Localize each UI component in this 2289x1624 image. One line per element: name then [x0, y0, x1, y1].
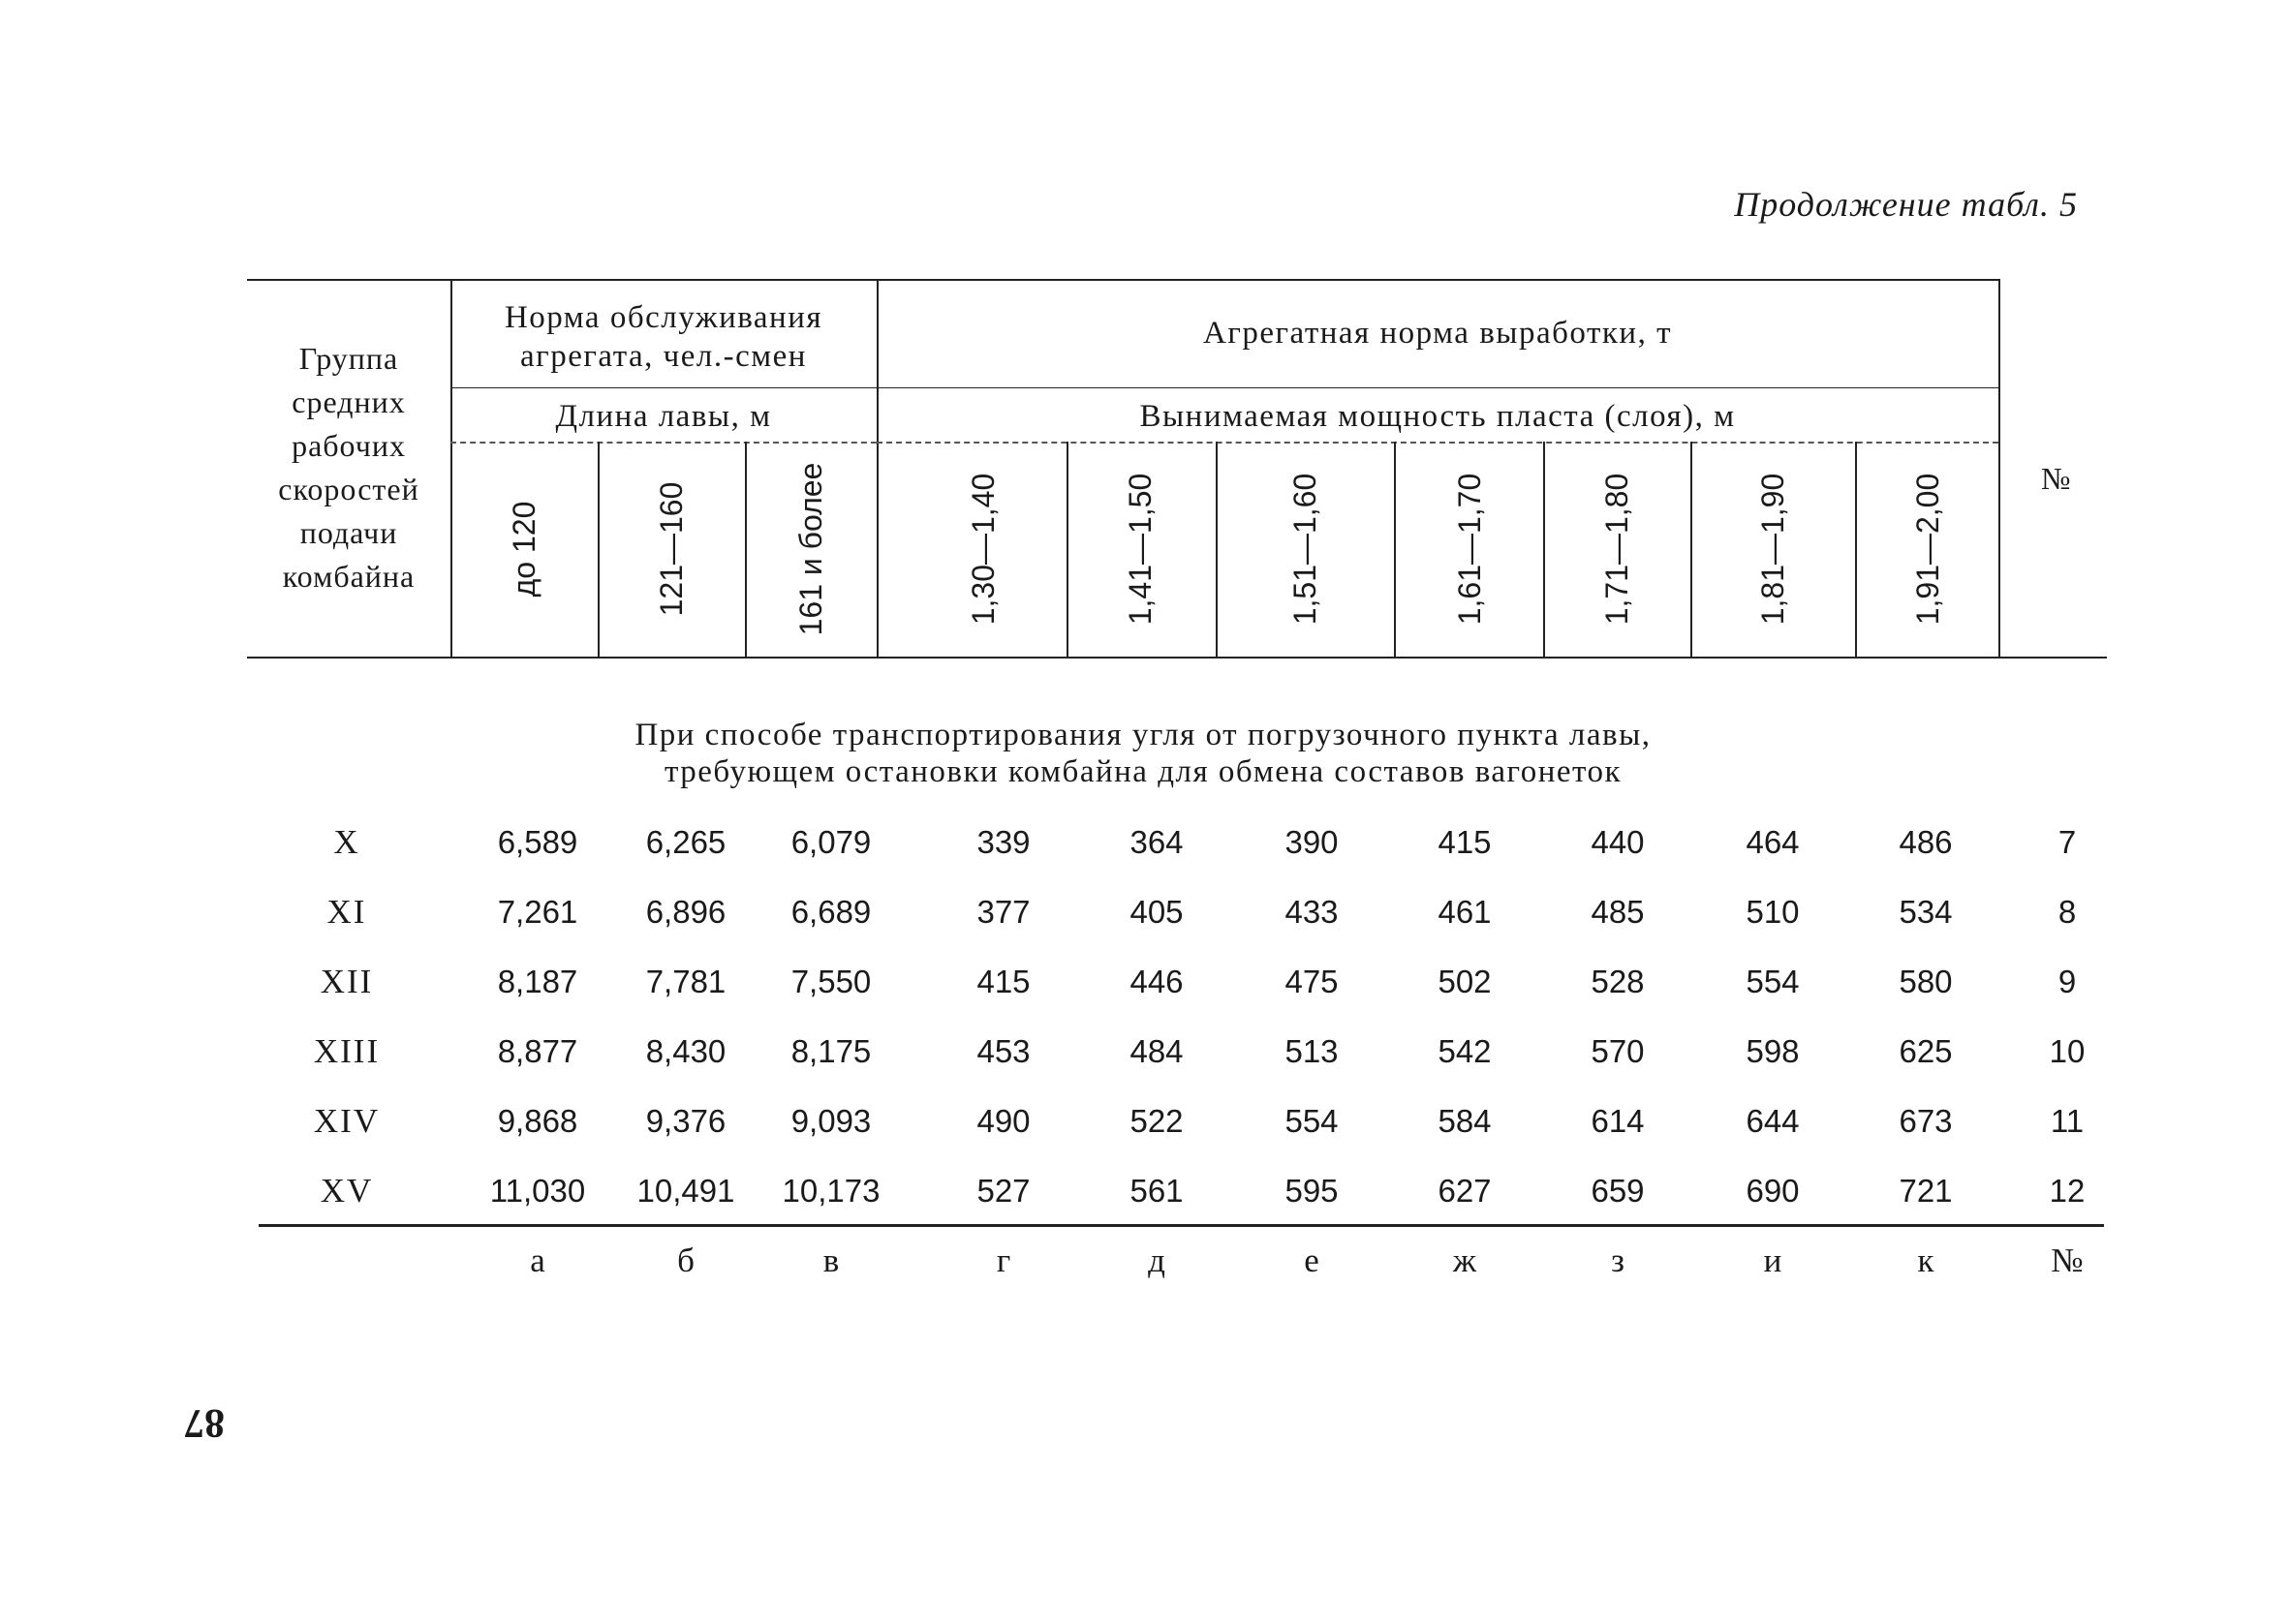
row-value: 11,030 [489, 1173, 586, 1209]
row-number: 12 [2049, 1173, 2086, 1209]
vline-thick-2 [1216, 442, 1218, 657]
row-value: 415 [1438, 824, 1492, 860]
column-letter: г [996, 1241, 1011, 1279]
row-value: 8,430 [645, 1033, 727, 1069]
service-norm-title [450, 298, 877, 376]
row-value: 627 [1438, 1173, 1492, 1209]
row-value: 561 [1129, 1173, 1184, 1209]
row-value: 6,896 [645, 894, 727, 930]
row-value: 453 [976, 1033, 1031, 1069]
row-value: 6,265 [645, 824, 727, 860]
face-length-col: 121—160 [654, 481, 689, 617]
thickness-col: 1,51—1,60 [1287, 473, 1322, 626]
row-number: 11 [2050, 1103, 2085, 1139]
table-header [247, 279, 2107, 659]
column-letter: ж [1452, 1241, 1477, 1279]
row-value: 9,093 [790, 1103, 872, 1139]
row-number: 9 [2057, 964, 2077, 999]
row-group: XV [320, 1172, 374, 1210]
row-value: 659 [1591, 1173, 1645, 1209]
row-value: 485 [1591, 894, 1645, 930]
vline-length-1 [598, 442, 600, 657]
row-value: 554 [1284, 1103, 1339, 1139]
output-sub-rule [877, 387, 1998, 388]
group-label-line: подачи [299, 515, 398, 550]
column-letter: и [1763, 1241, 1782, 1279]
row-group: X [333, 823, 360, 861]
thickness-col: 1,30—1,40 [966, 473, 1001, 626]
thickness-col: 1,81—1,90 [1755, 473, 1790, 626]
table-row [0, 1092, 2289, 1150]
row-value: 464 [1746, 824, 1800, 860]
vline-length-2 [745, 442, 747, 657]
row-value: 513 [1284, 1033, 1339, 1069]
column-letter: а [530, 1241, 545, 1279]
row-value: 446 [1129, 964, 1184, 999]
row-value: 8,877 [497, 1033, 578, 1069]
row-value: 534 [1899, 894, 1953, 930]
row-value: 721 [1899, 1173, 1953, 1209]
column-letter: б [677, 1241, 695, 1279]
vline-thick-3 [1394, 442, 1396, 657]
column-letter: е [1304, 1241, 1319, 1279]
row-value: 6,689 [790, 894, 872, 930]
row-value: 7,550 [790, 964, 872, 999]
section-title-line: При способе транспортирования угля от погрузочного пункта лавы, [634, 718, 1652, 752]
continuation-caption: Продолжение табл. 5 [1734, 185, 2078, 224]
thickness-col: 1,71—1,80 [1599, 473, 1634, 626]
row-value: 584 [1438, 1103, 1492, 1139]
row-value: 8,187 [497, 964, 578, 999]
row-value: 440 [1591, 824, 1645, 860]
section-title [465, 717, 1821, 790]
column-letter: з [1611, 1241, 1624, 1279]
seam-thickness-title: Вынимаемая мощность пласта (слоя), м [1139, 399, 1736, 434]
vline-thick-6 [1855, 442, 1857, 657]
face-length-col: 161 и более [793, 462, 828, 636]
row-value: 490 [976, 1103, 1031, 1139]
vline-thick-5 [1690, 442, 1692, 657]
table-row [0, 1162, 2289, 1220]
row-value: 6,589 [497, 824, 578, 860]
row-group: XIII [313, 1032, 381, 1070]
number-column-label: № [2041, 461, 2071, 496]
row-value: 542 [1438, 1033, 1492, 1069]
row-value: 7,261 [497, 894, 578, 930]
row-value: 9,868 [497, 1103, 578, 1139]
row-value: 484 [1129, 1033, 1184, 1069]
column-letter-number: № [2051, 1241, 2084, 1279]
row-value: 486 [1899, 824, 1953, 860]
row-value: 405 [1129, 894, 1184, 930]
row-number: 10 [2049, 1033, 2086, 1069]
row-value: 580 [1899, 964, 1953, 999]
service-norm-line: агрегата, чел.-смен [520, 339, 807, 374]
row-value: 673 [1899, 1103, 1953, 1139]
row-value: 475 [1284, 964, 1339, 999]
row-value: 595 [1284, 1173, 1339, 1209]
column-letter-row [0, 1232, 2289, 1290]
row-value: 510 [1746, 894, 1800, 930]
thickness-sub-rule [877, 442, 1998, 444]
row-value: 554 [1746, 964, 1800, 999]
row-value: 9,376 [645, 1103, 727, 1139]
row-value: 415 [976, 964, 1031, 999]
header-top-rule [247, 279, 2000, 281]
row-group: XI [326, 893, 367, 931]
group-label-line: комбайна [282, 559, 416, 594]
row-value: 461 [1438, 894, 1492, 930]
column-letter: к [1917, 1241, 1934, 1279]
section-title-line: требующем остановки комбайна для обмена составов вагонеток [664, 754, 1623, 789]
column-letter: в [822, 1241, 840, 1279]
row-value: 690 [1746, 1173, 1800, 1209]
table-bottom-rule [259, 1224, 2104, 1227]
group-label-line: рабочих [292, 428, 406, 463]
row-value: 364 [1129, 824, 1184, 860]
row-value: 625 [1899, 1033, 1953, 1069]
group-label-line: Группа [298, 341, 399, 376]
row-value: 7,781 [645, 964, 727, 999]
service-norm-line: Норма обслуживания [504, 300, 823, 335]
row-value: 433 [1284, 894, 1339, 930]
face-length-col: до 120 [507, 501, 541, 598]
row-value: 6,079 [790, 824, 872, 860]
row-group: XII [320, 963, 374, 1000]
row-value: 644 [1746, 1103, 1800, 1139]
table-row [0, 883, 2289, 941]
output-norm-title: Агрегатная норма выработки, т [1202, 316, 1672, 351]
column-letter: д [1148, 1241, 1165, 1279]
group-label-line: скоростей [278, 472, 419, 506]
face-length-title: Длина лавы, м [555, 399, 772, 434]
row-value: 390 [1284, 824, 1339, 860]
row-value: 528 [1591, 964, 1645, 999]
table-row [0, 953, 2289, 1011]
row-value: 614 [1591, 1103, 1645, 1139]
row-group: XIV [313, 1102, 381, 1140]
row-value: 522 [1129, 1103, 1184, 1139]
thickness-col: 1,41—1,50 [1123, 473, 1158, 626]
vline-thick-1 [1067, 442, 1068, 657]
row-value: 527 [976, 1173, 1031, 1209]
table-row [0, 813, 2289, 872]
group-label-line: средних [292, 384, 406, 419]
row-value: 8,175 [790, 1033, 872, 1069]
row-value: 339 [976, 824, 1031, 860]
row-number: 8 [2057, 894, 2077, 930]
vline-output [1998, 279, 2000, 657]
vline-thick-4 [1543, 442, 1545, 657]
row-value: 598 [1746, 1033, 1800, 1069]
group-label [247, 337, 450, 598]
thickness-col: 1,61—1,70 [1452, 473, 1487, 626]
service-sub-rule [450, 387, 877, 388]
row-number: 7 [2057, 824, 2077, 860]
page-number: 87 [184, 1400, 225, 1445]
row-value: 502 [1438, 964, 1492, 999]
row-value: 10,491 [636, 1173, 735, 1209]
row-value: 10,173 [782, 1173, 881, 1209]
row-value: 570 [1591, 1033, 1645, 1069]
thickness-col: 1,91—2,00 [1910, 473, 1945, 626]
table-row [0, 1023, 2289, 1081]
row-value: 377 [976, 894, 1031, 930]
